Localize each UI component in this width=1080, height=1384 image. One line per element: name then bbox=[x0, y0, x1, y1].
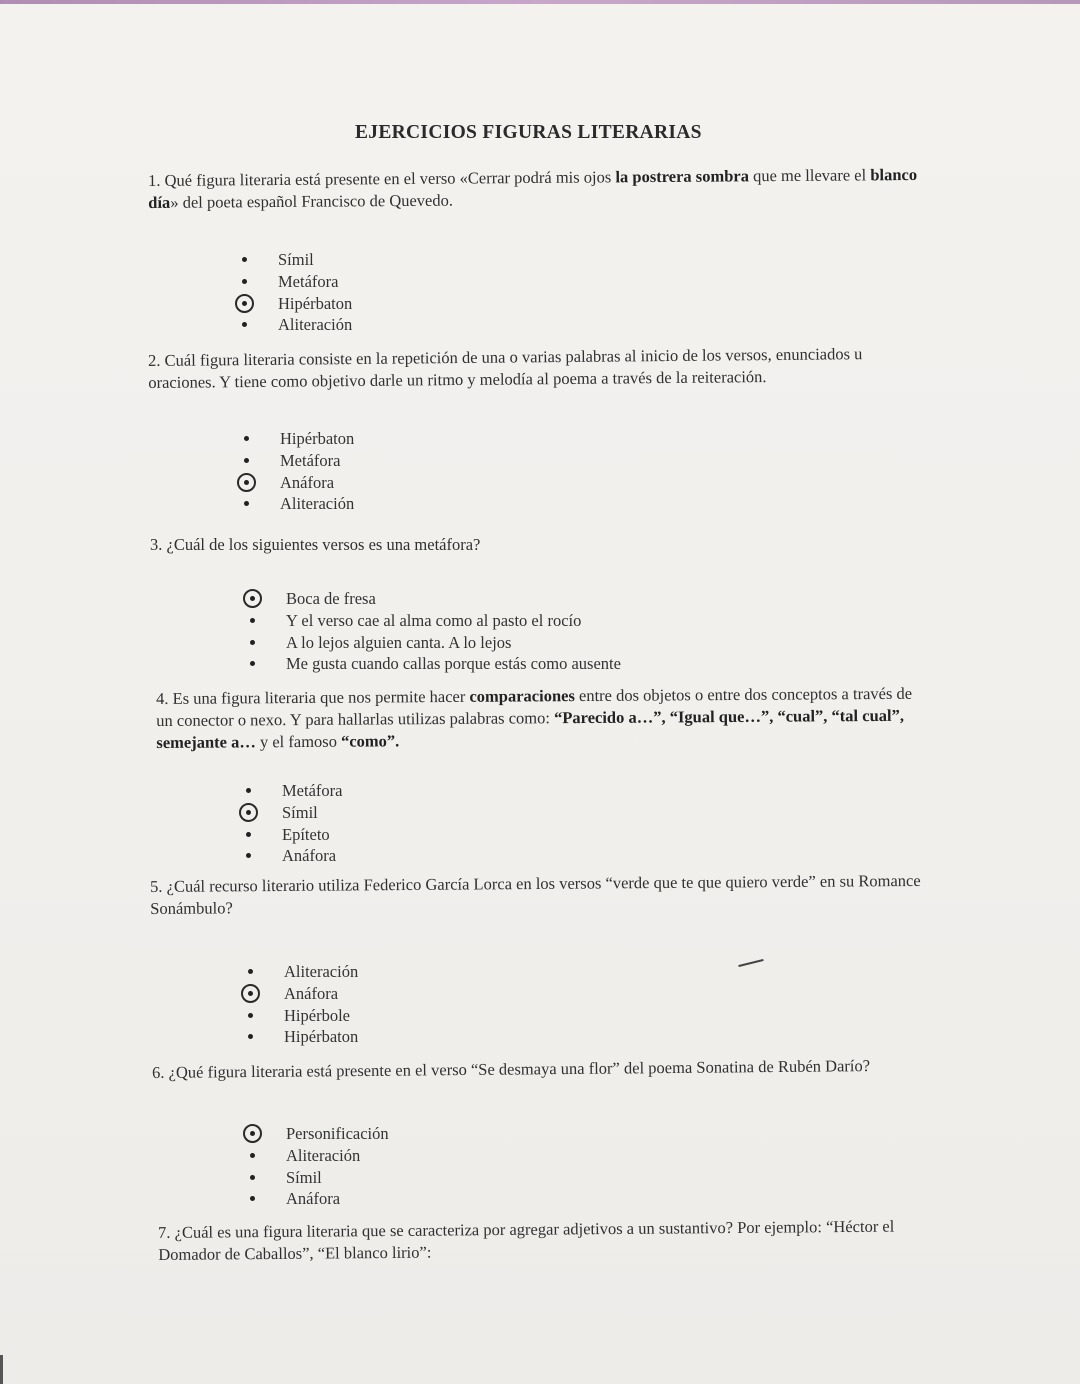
answer-option-label: Hipérbaton bbox=[278, 293, 353, 313]
question-6-options bbox=[248, 1123, 389, 1210]
question-5-options bbox=[246, 961, 358, 1048]
answer-option-label: Metáfora bbox=[278, 271, 339, 291]
question-text-bold: “Parecido a…”, “Igual que…”, “cual”, “tal cual”, semejante a… bbox=[156, 705, 904, 752]
answer-option[interactable] bbox=[244, 802, 342, 824]
bullet-icon bbox=[248, 1013, 253, 1018]
answer-option[interactable] bbox=[248, 1188, 389, 1210]
page-left-edge-mark bbox=[0, 1355, 3, 1384]
circled-bullet-icon bbox=[241, 984, 260, 1003]
bullet-icon bbox=[250, 618, 255, 623]
answer-option-label: Aliteración bbox=[286, 1145, 361, 1165]
answer-option-label: Personificación bbox=[286, 1124, 389, 1143]
answer-option[interactable] bbox=[244, 824, 342, 846]
answer-option-label: Hipérbaton bbox=[280, 429, 355, 448]
answer-option[interactable] bbox=[242, 450, 354, 472]
answer-option[interactable] bbox=[244, 780, 342, 802]
answer-option-label: Epíteto bbox=[282, 824, 330, 844]
answer-option[interactable] bbox=[248, 610, 621, 632]
question-2 bbox=[148, 342, 933, 394]
answer-option-label: A lo lejos alguien canta. A lo lejos bbox=[286, 632, 512, 652]
answer-option-label: Boca de fresa bbox=[286, 589, 376, 608]
answer-option-label: Símil bbox=[282, 802, 318, 822]
circled-bullet-icon bbox=[239, 803, 258, 822]
question-text: 6. ¿Qué figura literaria está presente en el verso “Se desmaya una flor” del poema Sonatina de Rubén Darío? bbox=[152, 1056, 871, 1082]
bullet-icon bbox=[244, 458, 249, 463]
bullet-icon bbox=[246, 788, 251, 793]
circled-bullet-icon bbox=[237, 473, 256, 492]
question-1-options bbox=[240, 249, 352, 336]
bullet-icon bbox=[250, 1196, 255, 1201]
answer-option[interactable] bbox=[240, 271, 352, 293]
question-text: 5. ¿Cuál recurso literario utiliza Federico García Lorca en los versos “verde que te que quiero verde” en su Romance Sonámbulo? bbox=[150, 870, 921, 918]
circled-bullet-icon bbox=[235, 294, 254, 313]
answer-option[interactable] bbox=[248, 1145, 389, 1167]
answer-option-label: Anáfora bbox=[286, 1189, 341, 1209]
question-text: 4. Es una figura literaria que nos permite hacer bbox=[156, 686, 470, 708]
question-4-options bbox=[244, 780, 342, 867]
answer-option-label: Símil bbox=[278, 250, 314, 269]
answer-option[interactable] bbox=[240, 293, 352, 315]
bullet-icon bbox=[244, 501, 249, 506]
answer-option-label: Y el verso cae al alma como al pasto el rocío bbox=[286, 610, 582, 630]
page-top-edge bbox=[0, 0, 1080, 4]
question-text: » del poeta español Francisco de Quevedo. bbox=[170, 190, 454, 212]
bullet-icon bbox=[250, 640, 255, 645]
bullet-icon bbox=[246, 832, 251, 837]
question-5 bbox=[150, 870, 935, 920]
pencil-tick-mark bbox=[738, 959, 764, 967]
question-text: entre dos objetos o entre dos conceptos a través de un conector o nexo. Y para hallarlas utilizas palabras como: bbox=[156, 683, 913, 730]
bullet-icon bbox=[244, 436, 249, 441]
answer-option[interactable] bbox=[246, 1005, 358, 1027]
answer-option[interactable] bbox=[244, 845, 342, 867]
question-1 bbox=[148, 164, 938, 214]
worksheet-title: EJERCICIOS FIGURAS LITERARIAS bbox=[355, 122, 702, 143]
answer-option-label: Anáfora bbox=[284, 983, 339, 1003]
bullet-icon bbox=[242, 257, 247, 262]
answer-option[interactable] bbox=[246, 983, 358, 1005]
bullet-icon bbox=[248, 1034, 253, 1039]
answer-option[interactable] bbox=[240, 249, 352, 271]
question-text: 7. ¿Cuál es una figura literaria que se caracteriza por agregar adjetivos a un sustantivo? Por ejemplo: “Héctor el Domador de Caballos”, “El blanco lirio”: bbox=[158, 1216, 895, 1264]
circled-bullet-icon bbox=[243, 1124, 262, 1143]
bullet-icon bbox=[242, 279, 247, 284]
bullet-icon bbox=[246, 853, 251, 858]
question-text: 1. Qué figura literaria está presente en el verso «Cerrar podrá mis ojos bbox=[148, 167, 616, 190]
answer-option[interactable] bbox=[242, 472, 354, 494]
question-text-bold: blanco día bbox=[148, 164, 918, 212]
answer-option[interactable] bbox=[248, 1167, 389, 1189]
answer-option[interactable] bbox=[242, 493, 354, 515]
question-text: 3. ¿Cuál de los siguientes versos es una metáfora? bbox=[150, 535, 481, 554]
answer-option[interactable] bbox=[248, 632, 621, 654]
question-3 bbox=[150, 534, 940, 556]
answer-option[interactable] bbox=[246, 1026, 358, 1048]
answer-option-label: Hipérbaton bbox=[284, 1027, 359, 1047]
question-text-bold: comparaciones bbox=[469, 686, 575, 706]
bullet-icon bbox=[250, 661, 255, 666]
question-4 bbox=[156, 683, 916, 754]
circled-bullet-icon bbox=[243, 589, 262, 608]
bullet-icon bbox=[250, 1175, 255, 1180]
answer-option-label: Me gusta cuando callas porque estás como ausente bbox=[286, 654, 621, 674]
answer-option[interactable] bbox=[242, 428, 354, 450]
question-text: 2. Cuál figura literaria consiste en la repetición de una o varias palabras al inicio de los versos, enunciados u oraciones. Y tiene como objetivo darle un ritmo y melodía al poema a través de la reiteración. bbox=[148, 344, 863, 392]
answer-option-label: Metáfora bbox=[280, 450, 341, 470]
answer-option-label: Hipérbole bbox=[284, 1005, 350, 1025]
bullet-icon bbox=[242, 322, 247, 327]
question-6 bbox=[152, 1054, 952, 1084]
question-text-bold: “como”. bbox=[340, 731, 400, 751]
answer-option[interactable] bbox=[240, 314, 352, 336]
answer-option[interactable] bbox=[248, 1123, 389, 1145]
answer-option-label: Aliteración bbox=[278, 315, 353, 335]
answer-option[interactable] bbox=[248, 653, 621, 675]
question-2-options bbox=[242, 428, 354, 515]
question-text-bold: la postrera sombra bbox=[615, 166, 749, 187]
bullet-icon bbox=[250, 1153, 255, 1158]
answer-option-label: Metáfora bbox=[282, 781, 343, 800]
question-3-options bbox=[248, 588, 621, 675]
answer-option-label: Aliteración bbox=[284, 962, 359, 981]
answer-option-label: Anáfora bbox=[280, 472, 335, 492]
answer-option[interactable] bbox=[246, 961, 358, 983]
answer-option-label: Anáfora bbox=[282, 846, 337, 866]
answer-option-label: Símil bbox=[286, 1167, 322, 1187]
answer-option[interactable] bbox=[248, 588, 621, 610]
bullet-icon bbox=[248, 969, 253, 974]
question-text: y el famoso bbox=[255, 731, 342, 752]
answer-option-label: Aliteración bbox=[280, 494, 355, 514]
question-7 bbox=[158, 1215, 958, 1266]
question-text: que me llevare el bbox=[748, 165, 871, 186]
